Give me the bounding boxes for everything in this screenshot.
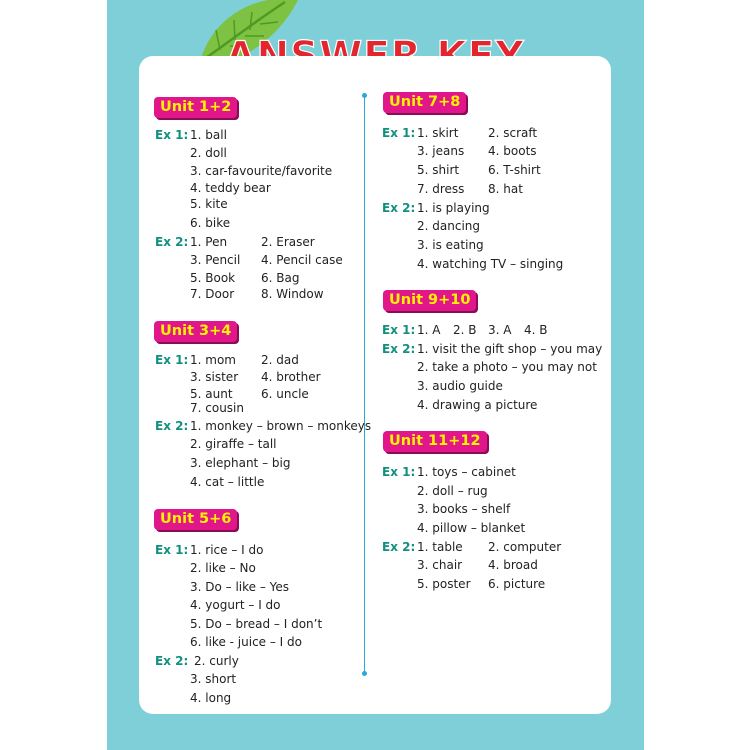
answer-item: 3. A xyxy=(488,323,512,337)
answer-item: 4. B xyxy=(524,323,548,337)
answer-item: 6. bike xyxy=(190,216,231,230)
answer-item: 4. watching TV – singing xyxy=(417,257,564,271)
answer-item: 2. curly xyxy=(194,654,239,668)
answer-item: 7. cousin xyxy=(190,401,244,415)
exercise-label: Ex 1: xyxy=(382,465,416,479)
answer-item: 7. dress xyxy=(417,182,465,196)
answer-item: 1. mom xyxy=(190,353,236,367)
answer-item: 2. computer xyxy=(488,540,562,554)
answer-item: 1. Pen xyxy=(190,235,228,249)
exercise-label: Ex 2: xyxy=(382,201,416,215)
answer-item: 3. Pencil xyxy=(190,253,241,267)
answer-item: 2. dancing xyxy=(417,219,480,233)
answer-item: 5. shirt xyxy=(417,163,460,177)
answer-item: 2. take a photo – you may not xyxy=(417,360,597,374)
unit-badge: Unit 5+6 xyxy=(154,509,237,530)
unit-badge: Unit 7+8 xyxy=(383,92,466,113)
answer-item: 1. visit the gift shop – you may xyxy=(417,342,603,356)
answer-item: 4. brother xyxy=(261,370,321,384)
answer-item: 1. table xyxy=(417,540,463,554)
answer-item: 4. boots xyxy=(488,144,537,158)
unit-badge: Unit 1+2 xyxy=(154,97,237,118)
answer-item: 2. dad xyxy=(261,353,299,367)
answer-item: 3. jeans xyxy=(417,144,465,158)
answer-item: 3. car-favourite/favorite xyxy=(190,164,333,178)
answer-item: 1. skirt xyxy=(417,126,459,140)
exercise-label: Ex 1: xyxy=(382,126,416,140)
exercise-label: Ex 2: xyxy=(155,654,189,668)
answer-item: 4. yogurt – I do xyxy=(190,598,281,612)
answer-item: 3. sister xyxy=(190,370,239,384)
answer-item: 1. is playing xyxy=(417,201,490,215)
answer-item: 3. elephant – big xyxy=(190,456,291,470)
answer-item: 5. Do – bread – I don’t xyxy=(190,617,323,631)
answer-item: 5. poster xyxy=(417,577,471,591)
answer-item: 6. Bag xyxy=(261,271,300,285)
exercise-label: Ex 1: xyxy=(155,128,189,142)
answer-item: 4. cat – little xyxy=(190,475,265,489)
answer-item: 4. pillow – blanket xyxy=(417,521,526,535)
exercise-label: Ex 2: xyxy=(382,540,416,554)
answer-item: 2. like – No xyxy=(190,561,256,575)
answer-item: 3. Do – like – Yes xyxy=(190,580,290,594)
answer-item: 2. doll – rug xyxy=(417,484,488,498)
answer-item: 5. aunt xyxy=(190,387,233,401)
answer-item: 7. Door xyxy=(190,287,235,301)
answer-item: 6. picture xyxy=(488,577,546,591)
answer-item: 2. giraffe – tall xyxy=(190,437,277,451)
answer-item: 4. drawing a picture xyxy=(417,398,538,412)
exercise-label: Ex 2: xyxy=(155,235,189,249)
answer-item: 5. kite xyxy=(190,197,228,211)
answer-item: 2. B xyxy=(453,323,477,337)
exercise-label: Ex 1: xyxy=(382,323,416,337)
answer-item: 6. like - juice – I do xyxy=(190,635,302,649)
answer-item: 4. long xyxy=(190,691,232,705)
answer-item: 5. Book xyxy=(190,271,236,285)
column-divider xyxy=(364,95,365,673)
answer-item: 1. ball xyxy=(190,128,227,142)
answer-item: 2. doll xyxy=(190,146,227,160)
answer-item: 1. monkey – brown – monkeys xyxy=(190,419,372,433)
answer-item: 1. A xyxy=(417,323,441,337)
answer-item: 1. toys – cabinet xyxy=(417,465,516,479)
answer-item: 2. scraft xyxy=(488,126,538,140)
answer-item: 3. chair xyxy=(417,558,463,572)
answer-item: 4. broad xyxy=(488,558,538,572)
exercise-label: Ex 2: xyxy=(155,419,189,433)
exercise-label: Ex 1: xyxy=(155,543,189,557)
answer-item: 8. hat xyxy=(488,182,523,196)
answer-item: 4. teddy bear xyxy=(190,181,271,195)
unit-badge: Unit 9+10 xyxy=(383,290,476,311)
answer-item: 4. Pencil case xyxy=(261,253,343,267)
answer-item: 3. audio guide xyxy=(417,379,503,393)
answer-item: 6. uncle xyxy=(261,387,309,401)
exercise-label: Ex 1: xyxy=(155,353,189,367)
answer-item: 3. short xyxy=(190,672,237,686)
divider-top-dot xyxy=(362,93,367,98)
exercise-label: Ex 2: xyxy=(382,342,416,356)
answer-item: 2. Eraser xyxy=(261,235,315,249)
unit-badge: Unit 11+12 xyxy=(383,431,487,452)
answer-item: 6. T-shirt xyxy=(488,163,541,177)
answer-item: 3. is eating xyxy=(417,238,484,252)
answer-item: 3. books – shelf xyxy=(417,502,511,516)
unit-badge: Unit 3+4 xyxy=(154,321,237,342)
answer-item: 1. rice – I do xyxy=(190,543,264,557)
divider-bottom-dot xyxy=(362,671,367,676)
answer-item: 8. Window xyxy=(261,287,324,301)
